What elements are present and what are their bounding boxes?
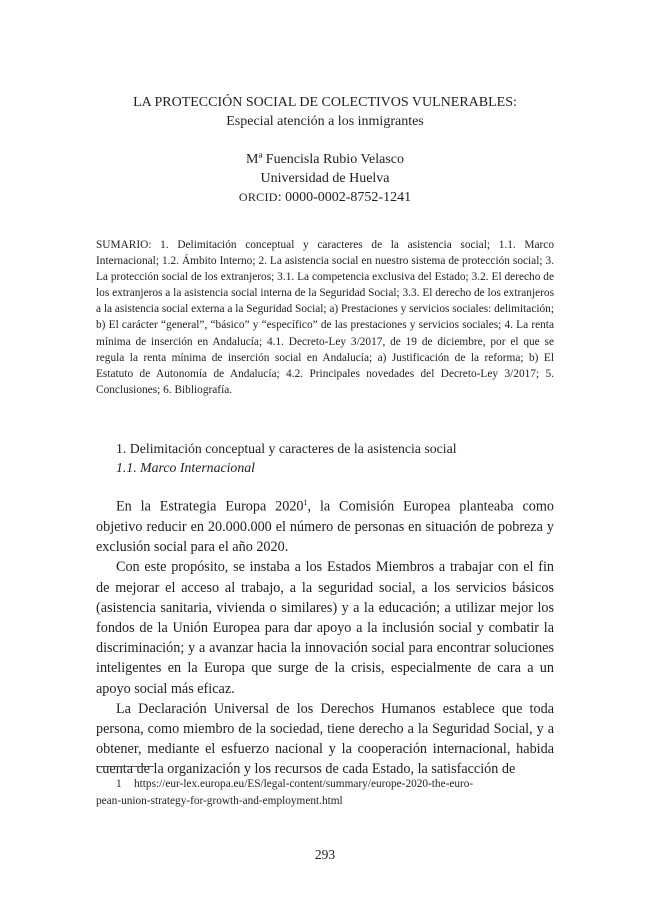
body-paragraph-1 [96,493,554,557]
footnote-url-part-2: pean-union-strategy-for-growth-and-employment.html [96,794,343,807]
footnote-divider [96,766,154,767]
title-line-1: LA PROTECCIÓN SOCIAL DE COLECTIVOS VULNERABLES: [133,95,517,110]
footnote-url-part-1: https://eur-lex.europa.eu/ES/legal-content/summary/europe-2020-the-euro- [134,778,474,790]
summary-paragraph: SUMARIO: 1. Delimitación conceptual y caracteres de la asistencia social; 1.1. Marco Internacional; 1.2. Ámbito Interno; 2. La asistencia social en nuestro sistema de protección social; 3. La protección social de los extranjeros; 3.1. La competencia exclusiva del Estado; 3.2. El derecho de los extranjeros a la asistencia social interna de la Seguridad Social; 3.3. El derecho de los extranjeros a la asistencia social externa a la Seguridad Social; a) Prestaciones y servicios sociales: delimitación; b) El carácter “general”, “básico” y “específico” de las prestaciones y servicios sociales; 4. La renta mínima de inserción en Andalucía; 4.1. Decreto-Ley 3/2017, de 19 de diciembre, por el que se regula la renta mínima de inserción social en Andalucía; a) Justificación de la reforma; b) El Estatuto de Autonomía de Andalucía; 4.2. Principales novedades del Decreto-Ley 3/2017; 5. Conclusiones; 6. Bibliografía. [96,239,555,396]
footnote-ref: 1 [303,498,308,507]
title-line-2: Especial atención a los inmigrantes [226,114,424,129]
paragraph-1-start: En la Estrategia Europa 2020 [116,498,304,515]
paragraph-1-end: , la Comisión Europea planteaba como objetivo reducir en 20.000.000 el número de personas en situación de pobreza y exclusión social para el año 2020. [96,498,554,556]
footnote [96,776,554,809]
author-block [60,150,590,207]
subsection-heading: 1.1. Marco Internacional [116,460,255,475]
orcid-label: ORCID [238,190,278,204]
body-text [96,493,554,780]
orcid-line [60,188,590,207]
author-name: Mª Fuencisla Rubio Velasco [246,152,404,167]
body-paragraph-3: La Declaración Universal de los Derechos Humanos establece que toda persona, como miembro de la sociedad, tiene derecho a la Seguridad Social, y a obtener, mediante el esfuerzo nacional y la cooperación internacional, habida cuenta de la organización y los recursos de cada Estado, la satisfacción de [96,700,554,778]
author-affiliation: Universidad de Huelva [260,171,390,186]
article-title [60,93,590,131]
page-number: 293 [314,847,336,862]
footnote-number: 1 [116,778,122,790]
orcid-value: : 0000-0002-8752-1241 [277,190,412,205]
section-heading: 1. Delimitación conceptual y caracteres de la asistencia social [116,441,457,456]
footnote-line-1 [96,776,554,793]
body-paragraph-2: Con este propósito, se instaba a los Estados Miembros a trabajar con el fin de mejorar el acceso al trabajo, a la seguridad social, a los servicios básicos (asistencia sanitaria, vivienda o similares) y a la educación; a utilizar mejor los fondos de la Unión Europea para dar apoyo a la inclusión social y combatir la discriminación; y a avanzar hacia la innovación social para encontrar soluciones inteligentes en la Europa que surge de la crisis, especialmente de cara a un apoyo social más eficaz. [96,559,554,697]
